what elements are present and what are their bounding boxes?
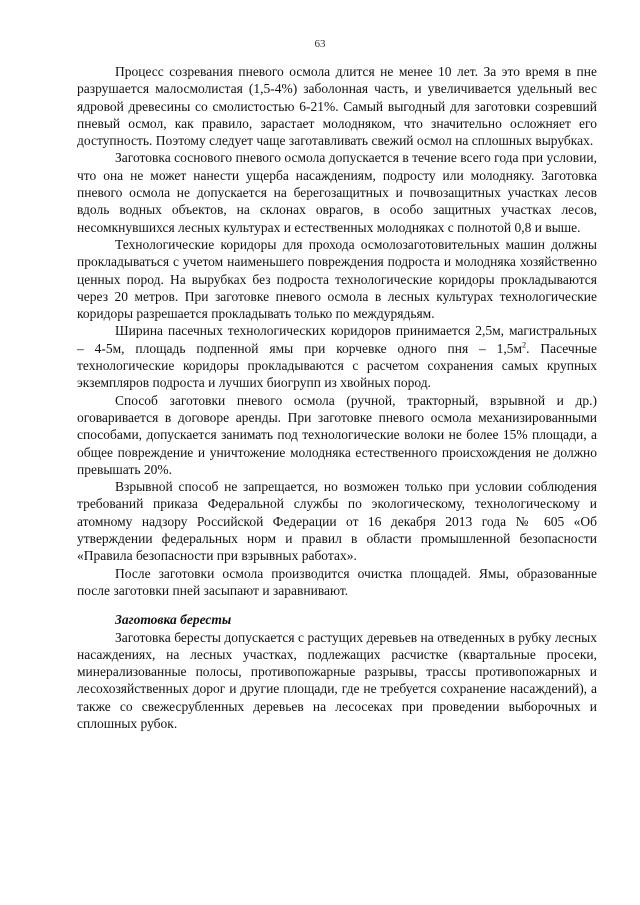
corridor-width-text-continued: . Пасечные технологические коридоры прокладываются с расчетом сохранения самых крупных экземпляров подроста и лучших биогрупп из хвойных пород.	[77, 340, 597, 391]
paragraph-site-cleanup: После заготовки осмола производится очистка площадей. Ямы, образованные после заготовки пней засыпают и заравнивают.	[77, 565, 597, 598]
paragraph-corridor-width	[77, 322, 597, 391]
paragraph-blasting-method: Взрывной способ не запрещается, но возможен только при условии соблюдения требований приказа Федеральной службы по экологическому, технологическому и атомному надзору Российской Федерации от 16 декабря 2013 года № 605 «Об утверждении федеральных норм и правил в области промышленной безопасности «Правила безопасности при взрывных работах».	[77, 479, 597, 564]
square-superscript: 2	[522, 340, 527, 350]
paragraph-technological-corridors: Технологические коридоры для прохода осмолозаготовительных машин должны прокладываться с учетом наименьшего повреждения подроста и молодняка хозяйственно ценных пород. На вырубках без подроста технологические коридоры прокладываются через 20 метров. При заготовке пневого осмола в лесных культурах технологические коридоры разрешается прокладывать только по междурядьям.	[77, 236, 597, 322]
page-number: 63	[314, 38, 326, 50]
paragraph-birch-bark-harvest: Заготовка бересты допускается с растущих деревьев на отведенных в рубку лесных насаждениях, на лесных участках, подлежащих расчистке (квартальные просеки, минерализованные полосы, противопожарные разрывы, трассы противопожарных и лесохозяйственных дорог и другие площади, где не требуется сохранение насаждений), а также со свежесрубленных деревьев на лесосеках при проведении выборочных и сплошных рубок.	[77, 629, 597, 731]
paragraph-osmol-maturation: Процесс созревания пневого осмола длится не менее 10 лет. За это время в пне разрушается малосмолистая (1,5-4%) заболонная часть, и увеличивается удельный вес ядровой древесины со смолистостью 6-21%. Самый выгодный для заготовки созревший пневый осмол, как правило, зарастает молодняком, что значительно осложняет его доступность. Поэтому следует чаще заготавливать свежий осмол на сплошных вырубках.	[77, 64, 597, 149]
section-heading-birch-bark: Заготовка бересты	[115, 612, 232, 628]
paragraph-harvest-method: Способ заготовки пневого осмола (ручной, тракторный, взрывной и др.) оговаривается в договоре аренды. При заготовке пневого осмола механизированными способами, допускается занимать под технологические волоки не более 15% площади, а общее повреждение и уничтожение молодняка естественного происхождения не должно превышать 20%.	[77, 392, 597, 477]
body-text	[77, 63, 597, 732]
corridor-width-text: Ширина пасечных технологических коридоров принимается 2,5м, магистральных – 4-5м, площадь подпенной ямы при корчевке одного пня – 1,5м	[77, 323, 597, 356]
paragraph-osmol-harvest-conditions: Заготовка соснового пневого осмола допускается в течение всего года при условии, что она не может нанести ущерба насаждениям, подросту или молодняку. Заготовка пневого осмола не допускается на берегозащитных и почвозащитных участках лесов вдоль водных объектов, на склонах оврагов, в особо защитных участках лесов, несомкнувшихся лесных культурах и естественных молодняках с полнотой 0,8 и выше.	[77, 150, 597, 235]
